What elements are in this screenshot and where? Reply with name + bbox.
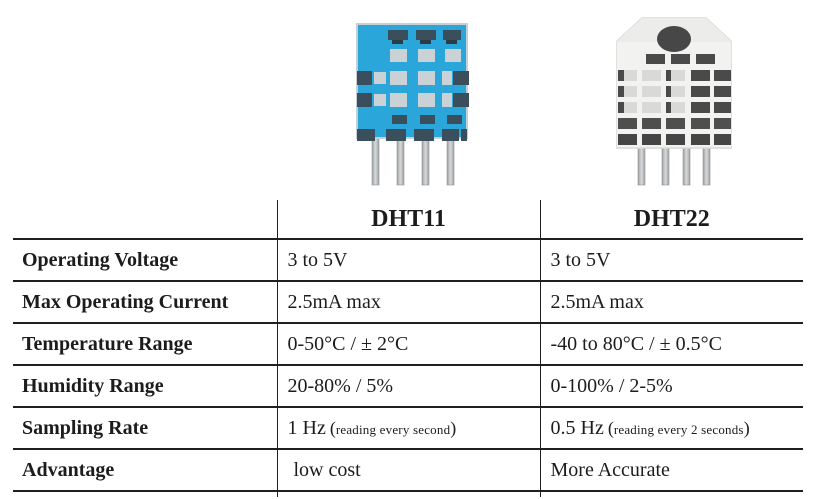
sampling-rate-value: 0.5 Hz (550, 416, 604, 439)
table-row (13, 323, 803, 365)
comparison-table (13, 200, 803, 497)
cell-dht11-humidity-range: 20-80% / 5% (277, 365, 540, 407)
table-row (13, 281, 803, 323)
table-row (13, 407, 803, 449)
row-label-sampling-rate: Sampling Rate (13, 407, 277, 449)
row-label-max-operating-current: Max Operating Current (13, 281, 277, 323)
cell-dht11-sampling-rate (277, 407, 540, 449)
paren-open: ( (607, 417, 614, 438)
sampling-rate-note: reading every 2 seconds (613, 421, 744, 437)
header-row (13, 200, 803, 239)
row-label-humidity-range: Humidity Range (13, 365, 277, 407)
cell-dht22-sampling-rate (540, 407, 803, 449)
cell-dht22-operating-voltage: 3 to 5V (540, 239, 803, 281)
paren-open: ( (329, 417, 336, 438)
cell-dht22-advantage: More Accurate (540, 449, 803, 491)
column-header-blank (13, 200, 277, 239)
table-row (13, 239, 803, 281)
cell-dht22-humidity-range: 0-100% / 2-5% (540, 365, 803, 407)
table-bottom-stub (13, 491, 803, 497)
dht22-sensor-image (616, 16, 732, 188)
column-header-dht22: DHT22 (540, 200, 803, 239)
cell-dht11-temperature-range: 0-50°C / ± 2°C (277, 323, 540, 365)
cell-dht11-operating-voltage: 3 to 5V (277, 239, 540, 281)
row-label-temperature-range: Temperature Range (13, 323, 277, 365)
row-label-operating-voltage: Operating Voltage (13, 239, 277, 281)
paren-close: ) (743, 417, 750, 438)
cell-dht22-temperature-range: -40 to 80°C / ± 0.5°C (540, 323, 803, 365)
table-row (13, 449, 803, 491)
row-label-advantage: Advantage (13, 449, 277, 491)
cell-dht22-max-operating-current: 2.5mA max (540, 281, 803, 323)
cell-dht11-advantage: low cost (277, 449, 540, 491)
table-row (13, 365, 803, 407)
sampling-rate-value: 1 Hz (287, 416, 326, 439)
sampling-rate-note: reading every second (335, 421, 451, 437)
paren-close: ) (450, 417, 457, 438)
column-header-dht11: DHT11 (277, 200, 540, 239)
cell-dht11-max-operating-current: 2.5mA max (277, 281, 540, 323)
dht11-sensor-image (356, 22, 470, 188)
